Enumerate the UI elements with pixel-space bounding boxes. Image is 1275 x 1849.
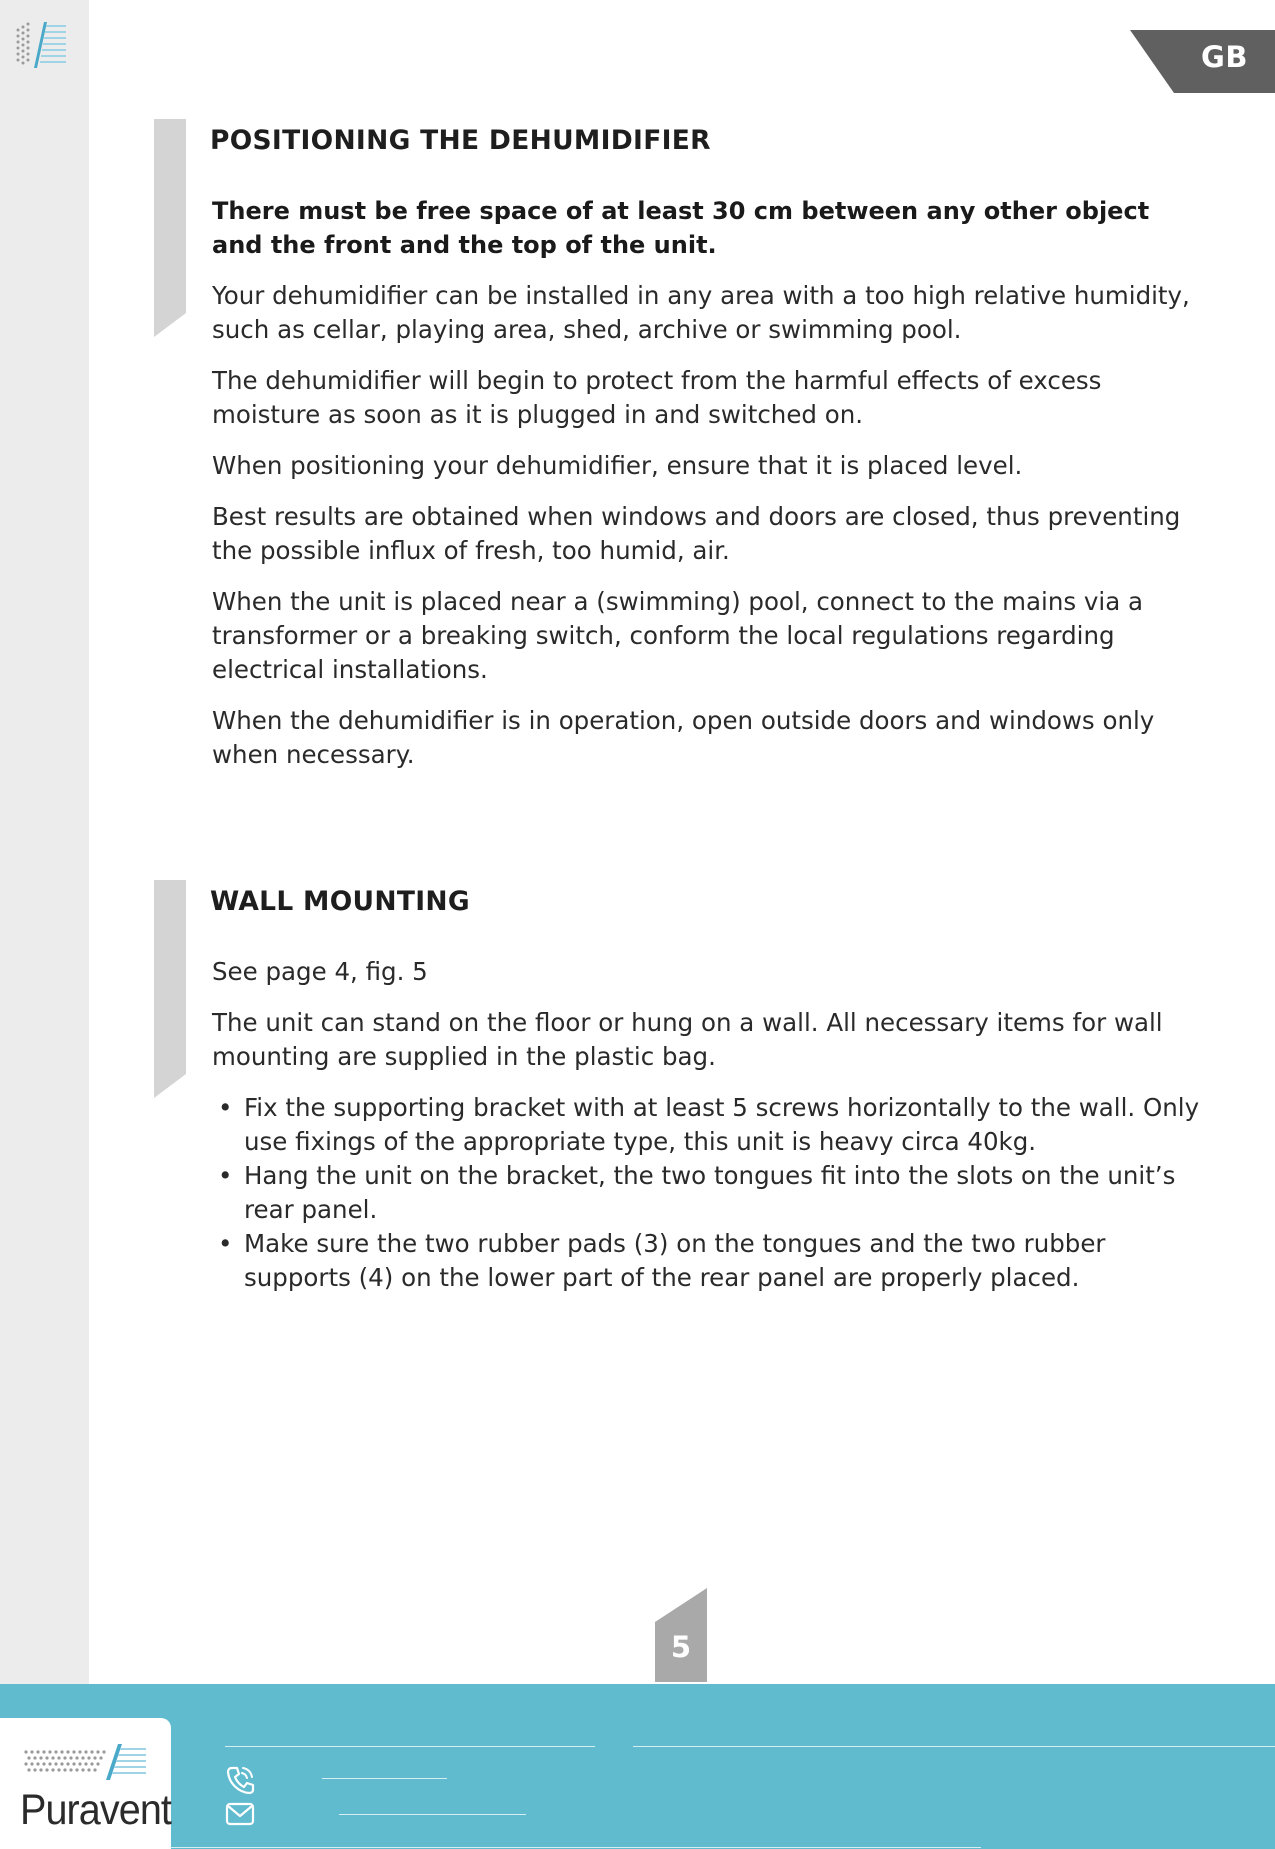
section-marker	[154, 119, 186, 337]
section-body	[212, 194, 1202, 789]
paragraph: When positioning your dehumidifier, ensure that it is placed level.	[212, 451, 1023, 480]
paragraph: The unit can stand on the floor or hung on a wall. All necessary items for wall mounting are supplied in the plastic bag.	[212, 1008, 1163, 1071]
section-title: POSITIONING THE DEHUMIDIFIER	[210, 125, 711, 156]
left-margin-strip	[0, 0, 89, 1684]
page-number-tab	[655, 1588, 707, 1682]
section-title: WALL MOUNTING	[210, 886, 470, 917]
email-underline	[339, 1814, 526, 1815]
footer-logo	[0, 1718, 171, 1849]
section-wall-mounting	[154, 880, 1200, 1300]
bullet-list	[212, 1091, 1202, 1295]
footer-bar	[0, 1684, 1275, 1849]
phone-icon	[224, 1764, 256, 1796]
logo-dots-icon	[22, 1744, 148, 1780]
section-positioning	[154, 119, 1194, 779]
brand-name: Puravent	[20, 1786, 171, 1834]
section-body	[212, 955, 1202, 1295]
footer-bottom-line	[171, 1847, 981, 1848]
warning-paragraph: There must be free space of at least 30 cm between any other object and the front and the top of the unit.	[212, 197, 1150, 259]
page-number: 5	[670, 1630, 692, 1664]
paragraph: The dehumidifier will begin to protect from the harmful effects of excess moisture as soon as it is plugged in and switched on.	[212, 366, 1102, 429]
mail-icon	[224, 1800, 256, 1828]
bullet-item: • Hang the unit on the bracket, the two tongues fit into the slots on the unit’s rear panel.	[212, 1159, 1202, 1227]
paragraph: Your dehumidifier can be installed in any area with a too high relative humidity, such as cellar, playing area, shed, archive or swimming pool.	[212, 281, 1190, 344]
language-tab	[1130, 30, 1275, 93]
paragraph: See page 4, fig. 5	[212, 957, 428, 986]
paragraph: When the dehumidifier is in operation, open outside doors and windows only when necessary.	[212, 706, 1155, 769]
section-marker	[154, 880, 186, 1098]
bullet-item: • Fix the supporting bracket with at least 5 screws horizontally to the wall. Only use fixings of the appropriate type, this unit is heavy circa 40kg.	[212, 1091, 1202, 1159]
paragraph: When the unit is placed near a (swimming) pool, connect to the mains via a transformer or a breaking switch, conform the local regulations regarding electrical installations.	[212, 587, 1144, 684]
phone-underline	[322, 1778, 447, 1779]
brand-mark-icon	[14, 20, 66, 70]
language-code: GB	[1201, 40, 1248, 74]
bullet-item: • Make sure the two rubber pads (3) on the tongues and the two rubber supports (4) on the lower part of the rear panel are properly placed.	[212, 1227, 1202, 1295]
footer-divider	[225, 1746, 595, 1747]
footer-divider	[633, 1746, 1275, 1747]
paragraph: Best results are obtained when windows and doors are closed, thus preventing the possible influx of fresh, too humid, air.	[212, 502, 1181, 565]
